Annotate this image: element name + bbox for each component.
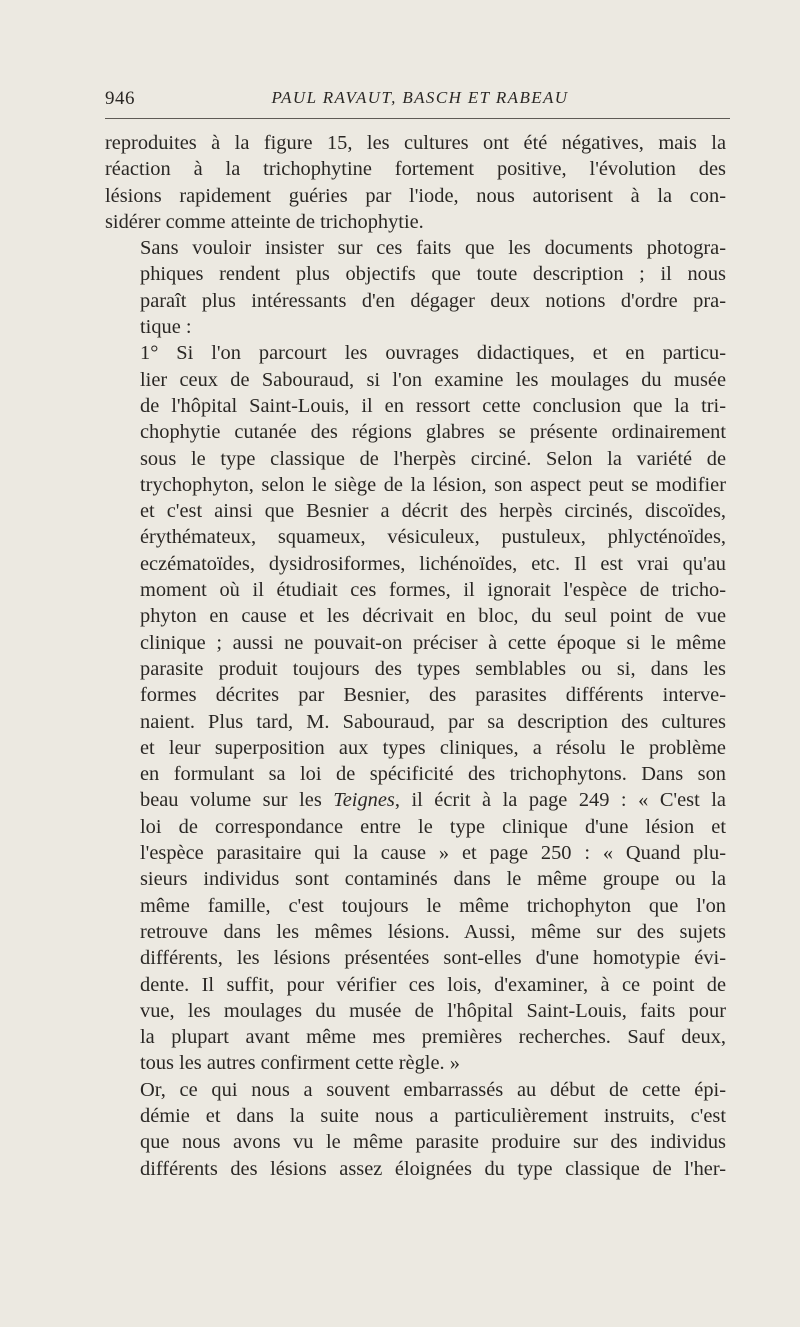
text-line: paraît plus intéressants d'en dégager deux notions d'ordre pra- [140, 289, 726, 312]
text-line: Or, ce qui nous a souvent embarrassés au début de cette épi- [140, 1078, 726, 1101]
paragraph-4 [105, 1077, 726, 1182]
text-line: en formulant sa loi de spécificité des trichophytons. Dans son [140, 763, 726, 786]
text-line: l'espèce parasitaire qui la cause » et page 250 : « Quand plu- [140, 842, 726, 865]
text-line: phiques rendent plus objectifs que toute description ; il nous [140, 263, 726, 286]
text-line: démie et dans la suite nous a particulièrement instruits, c'est [140, 1104, 726, 1127]
text-line: eczématoïdes, dysidrosiformes, lichénoïdes, etc. Il est vrai qu'au [140, 552, 726, 575]
text-line: Sans vouloir insister sur ces faits que les documents photogra- [140, 237, 726, 260]
text-line: chophytie cutanée des régions glabres se présente ordinairement [140, 421, 726, 444]
paragraph-1 [105, 130, 726, 235]
running-head: PAUL RAVAUT, BASCH ET RABEAU [271, 88, 569, 107]
text-line: 1° Si l'on parcourt les ouvrages didactiques, et en particu- [140, 342, 726, 365]
text-line: beau volume sur les Teignes, il écrit à la page 249 : « C'est la [140, 789, 726, 812]
text-line: moment où il étudiait ces formes, il ignorait l'espèce de tricho- [140, 579, 726, 602]
page-number: 946 [105, 88, 135, 109]
text-line: lier ceux de Sabouraud, si l'on examine les moulages du musée [140, 368, 726, 391]
text-line: même famille, c'est toujours le même trichophyton que l'on [140, 894, 726, 917]
text-line: réaction à la trichophytine fortement positive, l'évolution des [105, 158, 726, 181]
text-line: vue, les moulages du musée de l'hôpital Saint-Louis, faits pour [140, 999, 726, 1022]
paragraph-3 [105, 340, 726, 1076]
text-line: sidérer comme atteinte de trichophytie. [105, 210, 424, 233]
text-line: loi de correspondance entre le type clinique d'une lésion et [140, 815, 726, 838]
text-line: naient. Plus tard, M. Sabouraud, par sa description des cultures [140, 710, 726, 733]
page-header [105, 88, 730, 119]
text-line: lésions rapidement guéries par l'iode, nous autorisent à la con- [105, 184, 726, 207]
text-line: phyton en cause et les décrivait en bloc, du seul point de vue [140, 605, 726, 628]
text-line: parasite produit toujours des types semblables ou si, dans les [140, 657, 726, 680]
text-line: trychophyton, selon le siège de la lésion, son aspect peut se modifier [140, 473, 726, 496]
text-line: retrouve dans les mêmes lésions. Aussi, même sur des sujets [140, 920, 726, 943]
text-line: tique : [140, 316, 192, 339]
text-line: que nous avons vu le même parasite produire sur des individus [140, 1131, 726, 1154]
text-line: et leur superposition aux types cliniques, a résolu le problème [140, 736, 726, 759]
text-line: la plupart avant même mes premières recherches. Sauf deux, [140, 1026, 726, 1049]
text-line: clinique ; aussi ne pouvait-on préciser à cette époque si le même [140, 631, 726, 654]
text-line: dente. Il suffit, pour vérifier ces lois, d'examiner, à ce point de [140, 973, 726, 996]
text-line: et c'est ainsi que Besnier a décrit des herpès circinés, discoïdes, [140, 500, 726, 523]
text-line: différents des lésions assez éloignées du type classique de l'her- [140, 1157, 726, 1180]
text-line: différents, les lésions présentées sont-elles d'une homotypie évi- [140, 947, 726, 970]
text-line: de l'hôpital Saint-Louis, il en ressort cette conclusion que la tri- [140, 394, 726, 417]
body-text [105, 130, 726, 1182]
text-line: érythémateux, squameux, vésiculeux, pustuleux, phlycténoïdes, [140, 526, 726, 549]
text-line: reproduites à la figure 15, les cultures ont été négatives, mais la [105, 132, 726, 154]
paragraph-2 [105, 235, 726, 340]
text-line: sieurs individus sont contaminés dans le même groupe ou la [140, 868, 726, 891]
text-line: sous le type classique de l'herpès circiné. Selon la variété de [140, 447, 726, 470]
text-line: formes décrites par Besnier, des parasites différents interve- [140, 684, 726, 707]
text-line: tous les autres confirment cette règle. » [140, 1052, 460, 1075]
